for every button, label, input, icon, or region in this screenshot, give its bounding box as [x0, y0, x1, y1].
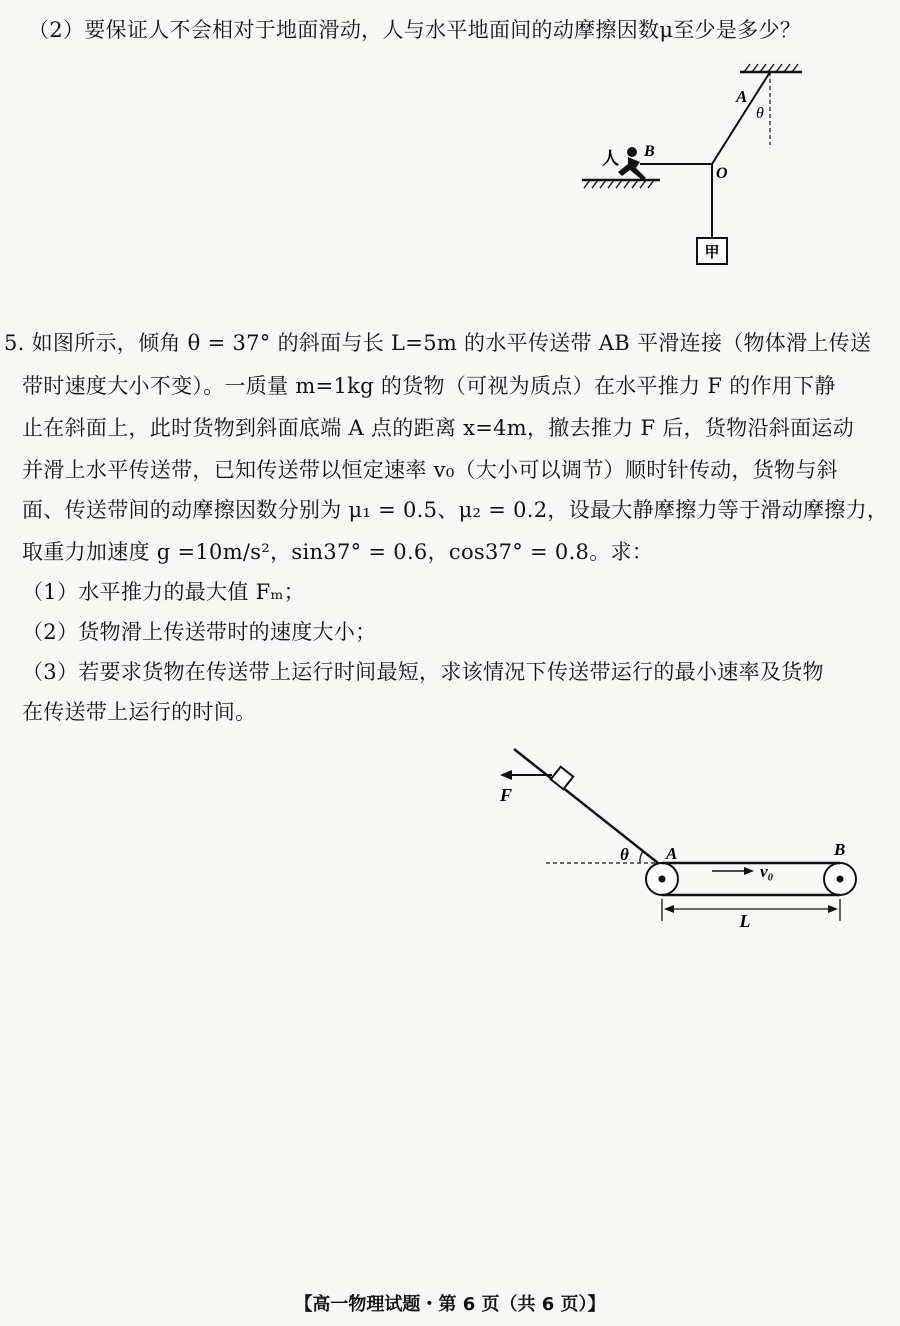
label-A: A	[736, 87, 748, 106]
question-5-line-1: 5. 如图所示，倾角 θ = 37° 的斜面与长 L=5m 的水平传送带 AB 平滑连接（物体滑上传送	[4, 331, 872, 355]
question-5-line-6: 取重力加速度 g =10m/s²，sin37° = 0.6，cos37° = 0.8。求：	[22, 540, 654, 564]
page-footer: 【高一物理试题・第 6 页（共 6 页）】	[294, 1294, 606, 1315]
label-v0: v₀	[760, 862, 774, 881]
question-5-sub-2: （2）货物滑上传送带时的速度大小；	[22, 620, 377, 644]
question-5-sub-3a: （3）若要求货物在传送带上运行时间最短，求该情况下传送带运行的最小速率及货物	[22, 660, 824, 684]
question-5-sub-1: （1）水平推力的最大值 Fₘ；	[22, 580, 305, 604]
pulley-right-axle	[837, 876, 844, 883]
pulley-left-axle	[659, 876, 666, 883]
angle-arc	[640, 851, 643, 863]
label-theta: θ	[620, 845, 629, 864]
dim-arrowhead-left	[664, 905, 674, 913]
label-B: B	[644, 143, 655, 160]
bleed-through-text	[300, 150, 330, 194]
label-L: L	[739, 911, 751, 931]
label-F: F	[500, 785, 513, 805]
label-person: 人	[602, 149, 619, 168]
velocity-arrowhead	[744, 867, 754, 875]
label-O: O	[716, 165, 728, 182]
question-4-part-2: （2）要保证人不会相对于地面滑动，人与水平地面间的动摩擦因数μ至少是多少？	[28, 18, 802, 42]
force-arrowhead	[500, 770, 512, 780]
question-5-line-2: 带时速度大小不变）。一质量 m=1kg 的货物（可视为质点）在水平推力 F 的作用下静	[22, 374, 836, 398]
question-5-line-4: 并滑上水平传送带，已知传送带以恒定速率 v₀（大小可以调节）顺时针传动，货物与斜	[22, 458, 838, 482]
dim-arrowhead-right	[828, 905, 838, 913]
figure-incline-conveyor	[490, 745, 880, 935]
question-5-sub-3b: 在传送带上运行的时间。	[22, 700, 257, 724]
box-label: 甲	[704, 245, 720, 261]
cargo-block	[551, 767, 573, 789]
incline-surface	[514, 749, 658, 863]
figure-person-rope	[570, 60, 820, 280]
question-5-line-5: 面、传送带间的动摩擦因数分别为 μ₁ = 0.5、μ₂ = 0.2，设最大静摩擦力等于滑动摩擦力，	[22, 498, 889, 522]
label-theta: θ	[756, 105, 764, 122]
question-5-line-3: 止在斜面上，此时货物到斜面底端 A 点的距离 x=4m，撤去推力 F 后，货物沿斜面运动	[22, 416, 855, 440]
label-A: A	[666, 844, 678, 863]
label-B: B	[834, 840, 846, 859]
